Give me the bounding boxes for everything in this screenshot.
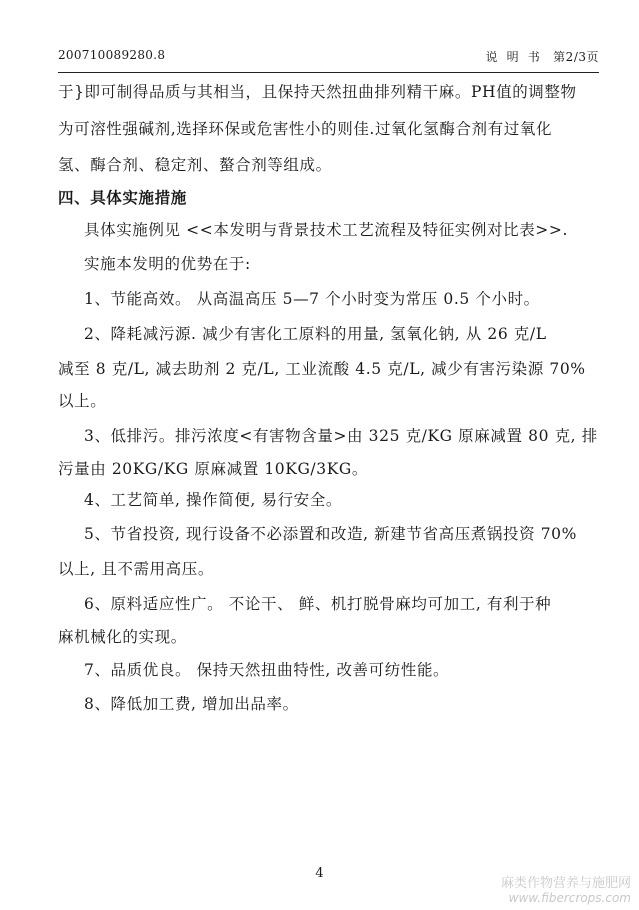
- body-line: 氢、酶合剂、稳定剂、螯合剂等组成。: [58, 156, 332, 174]
- header-divider: [58, 72, 599, 73]
- document-number: 200710089280.8: [58, 48, 166, 62]
- body-line: 以上。: [58, 392, 107, 410]
- list-item: 6、原料适应性广。 不论干、 鲜、机打脱骨麻均可加工, 有利于种: [84, 595, 552, 613]
- document-type-page: 说 明 书 第2/3页: [485, 50, 599, 64]
- watermark-site-name: 麻类作物营养与施肥网: [500, 876, 631, 891]
- body-line: 为可溶性强碱剂,选择环保或危害性小的则佳.过氧化氢酶合剂有过氧化: [58, 120, 553, 138]
- body-line: 污量由 20KG/KG 原麻减置 10KG/3KG。: [58, 460, 368, 478]
- body-line: 麻机械化的实现。: [58, 628, 187, 646]
- site-watermark: [501, 876, 631, 906]
- body-line: 以上, 且不需用高压。: [58, 560, 214, 578]
- list-item: 8、降低加工费, 增加出品率。: [84, 695, 299, 713]
- list-item: 3、低排污。排污浓度<有害物含量>由 325 克/KG 原麻减置 80 克, 排: [84, 427, 598, 445]
- section-heading: 四、具体实施措施: [58, 188, 187, 207]
- list-item: 7、品质优良。 保持天然扭曲特性, 改善可纺性能。: [84, 661, 450, 679]
- list-item: 1、节能高效。 从高温高压 5—7 个小时变为常压 0.5 个小时。: [84, 290, 540, 308]
- body-line: 具体实施例见 <<本发明与背景技术工艺流程及特征实例对比表>>.: [84, 221, 569, 239]
- body-line: 于}即可制得品质与其相当，且保持天然扭曲排列精干麻。PH值的调整物: [58, 83, 577, 101]
- body-line: 减至 8 克/L, 减去助剂 2 克/L, 工业流酸 4.5 克/L, 减少有害污染源 70%: [58, 360, 586, 378]
- list-item: 2、降耗减污源. 减少有害化工原料的用量, 氢氧化钠, 从 26 克/L: [84, 325, 547, 343]
- list-item: 4、工艺简单, 操作简便, 易行安全。: [84, 491, 342, 509]
- page-number: 4: [315, 866, 324, 881]
- watermark-url: www.fibercrops.com: [508, 891, 631, 905]
- page-header: [58, 48, 599, 68]
- body-line: 实施本发明的优势在于:: [84, 255, 251, 273]
- list-item: 5、节省投资, 现行设备不必添置和改造, 新建节省高压煮锅投资 70%: [84, 525, 577, 543]
